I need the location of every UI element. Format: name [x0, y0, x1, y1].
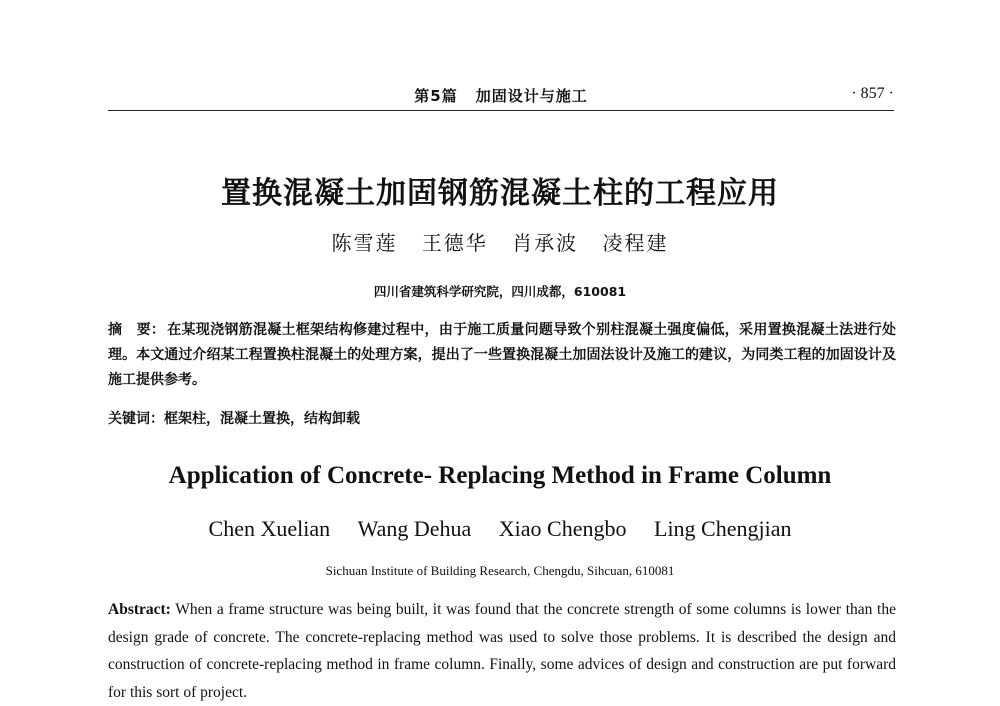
english-abstract: [108, 596, 896, 706]
english-author: Ling Chengjian: [654, 516, 792, 541]
chinese-keywords-text: 框架柱，混凝土置换，结构卸载: [164, 411, 360, 427]
english-author: Xiao Chengbo: [498, 516, 627, 541]
chinese-author: 陈雪莲: [331, 231, 398, 255]
chinese-keywords: [108, 408, 896, 430]
page-number: · 857 ·: [851, 85, 894, 102]
english-author: Wang Dehua: [357, 516, 472, 541]
running-head: [108, 82, 894, 111]
english-abstract-label: Abstract:: [108, 601, 171, 618]
english-author: Chen Xuelian: [208, 516, 331, 541]
chinese-abstract-text: 在某现浇钢筋混凝土框架结构修建过程中，由于施工质量问题导致个别柱混凝土强度偏低，采用置换混凝土法进行处理。本文通过介绍某工程置换柱混凝土的处理方案，提出了一些置换混凝土加固法设计及施工的建议，为同类工程的加固设计及施工提供参考。: [108, 322, 896, 388]
chinese-authors: [0, 227, 1000, 256]
chinese-title: 置换混凝土加固钢筋混凝土柱的工程应用: [221, 176, 779, 211]
chinese-author: 凌程建: [602, 231, 669, 255]
chinese-author: 肖承波: [512, 231, 579, 255]
chinese-keywords-label: 关键词：: [108, 411, 164, 427]
running-head-section: 加固设计与施工: [475, 87, 588, 105]
english-affiliation: Sichuan Institute of Building Research, Chengdu, Sihcuan, 610081: [325, 563, 675, 578]
chinese-affiliation: 四川省建筑科学研究院，四川成都，610081: [373, 284, 627, 299]
chinese-abstract-label: 摘 要：: [108, 322, 166, 338]
chinese-abstract: [108, 318, 896, 393]
english-abstract-text: When a frame structure was being built, it was found that the concrete strength of some columns is lower than the design grade of concrete. The concrete-replacing method was used to solve those problems. It is described the design and construction of concrete-replacing method in frame column. Finally, some advices of design and construction are put forward for this sort of project.: [108, 601, 896, 701]
running-head-title: [108, 85, 894, 106]
chinese-author: 王德华: [421, 231, 488, 255]
running-head-part: 第5篇: [414, 87, 458, 105]
english-authors: [0, 516, 1000, 542]
english-title: Application of Concrete- Replacing Method in Frame Column: [168, 462, 832, 489]
